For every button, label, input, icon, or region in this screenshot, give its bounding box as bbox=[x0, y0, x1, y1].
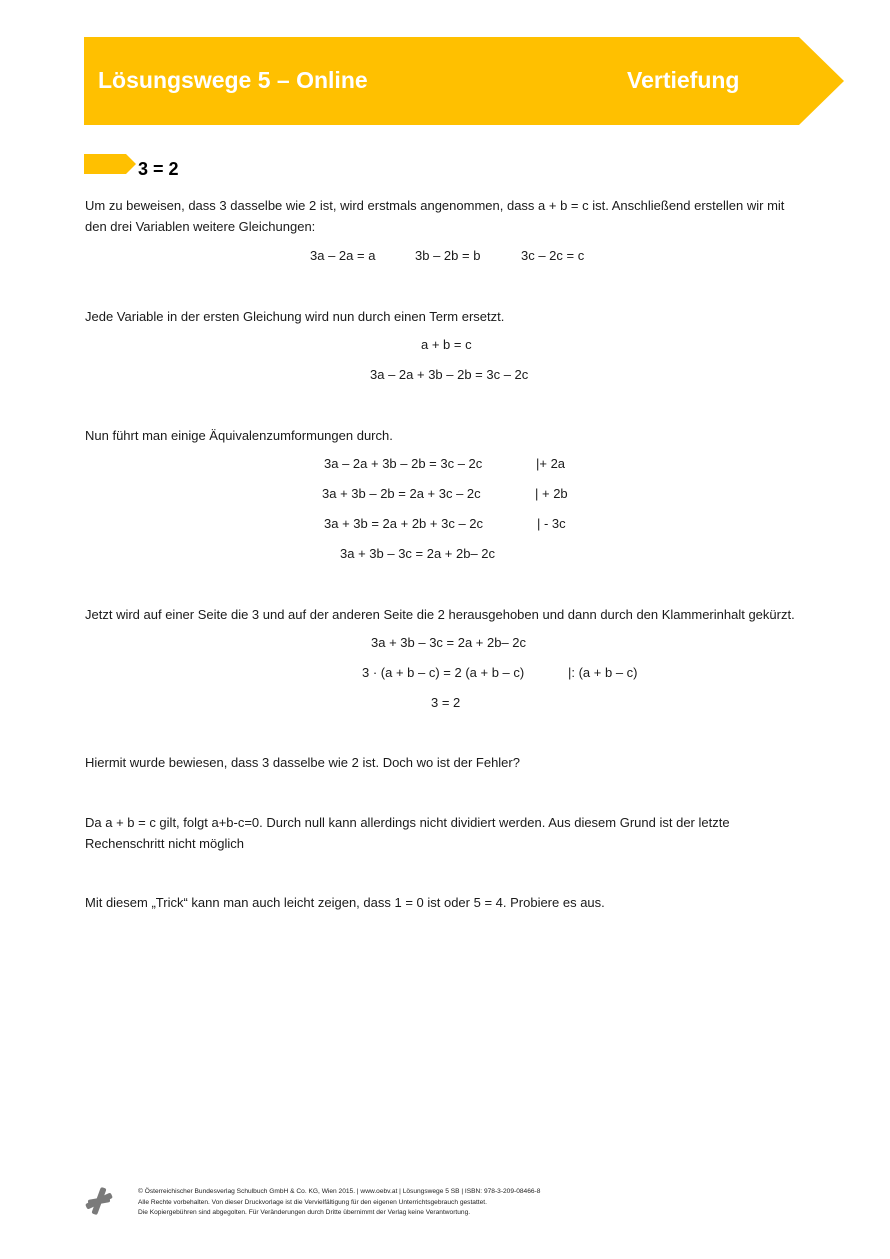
paragraph: Da a + b = c gilt, folgt a+b-c=0. Durch null kann allerdings nicht dividiert werden. Aus diesem Grund ist der letzte Rechenschritt nicht möglich bbox=[85, 815, 730, 851]
paragraph: Jede Variable in der ersten Gleichung wird nun durch einen Term ersetzt. bbox=[85, 309, 505, 324]
banner-section: Vertiefung bbox=[627, 67, 740, 93]
equation: 3a – 2a = a bbox=[310, 248, 376, 263]
equation: 3 = 2 bbox=[431, 695, 461, 710]
equation: 3a – 2a + 3b – 2b = 3c – 2c bbox=[370, 367, 529, 382]
equation: 3 · (a + b – c) = 2 (a + b – c) bbox=[362, 665, 525, 680]
footer-copyright bbox=[138, 1187, 540, 1219]
paragraph: Mit diesem „Trick“ kann man auch leicht zeigen, dass 1 = 0 ist oder 5 = 4. Probiere es aus. bbox=[85, 895, 605, 910]
section-heading: 3 = 2 bbox=[138, 159, 179, 179]
equation: 3a + 3b – 2b = 2a + 3c – 2c bbox=[322, 486, 481, 501]
intro-text: Um zu beweisen, dass 3 dasselbe wie 2 ist, wird erstmals angenommen, dass a + b = c ist. Anschließend erstellen wir mit den drei Variablen weitere Gleichungen: bbox=[85, 198, 785, 234]
heading-marker-icon bbox=[84, 154, 136, 174]
paragraph: Nun führt man einige Äquivalenzumformungen durch. bbox=[85, 428, 393, 443]
equation: 3a – 2a + 3b – 2b = 3c – 2c bbox=[324, 456, 483, 471]
footer-line: Alle Rechte vorbehalten. Von dieser Druckvorlage ist die Vervielfältigung für den eigenen Unterrichtsgebrauch gestattet. bbox=[138, 1198, 487, 1206]
equation-operation: | + 2b bbox=[535, 486, 568, 501]
equation: 3a + 3b – 3c = 2a + 2b– 2c bbox=[340, 546, 496, 561]
equation: a + b = c bbox=[421, 337, 472, 352]
equation: 3a + 3b = 2a + 2b + 3c – 2c bbox=[324, 516, 484, 531]
paragraph: Hiermit wurde bewiesen, dass 3 dasselbe wie 2 ist. Doch wo ist der Fehler? bbox=[85, 755, 520, 770]
footer-line: © Österreichischer Bundesverlag Schulbuch GmbH & Co. KG, Wien 2015. | www.oebv.at | Lösungswege 5 SB | ISBN: 978-3-209-08466-8 bbox=[138, 1188, 541, 1195]
equation-operation: | - 3c bbox=[537, 516, 566, 531]
header-banner bbox=[84, 37, 844, 125]
footer-line: Die Kopiergebühren sind abgegolten. Für Veränderungen durch Dritte übernimmt der Verlag keine Verantwortung. bbox=[138, 1209, 471, 1216]
banner-title: Lösungswege 5 – Online bbox=[98, 67, 368, 93]
publisher-logo-icon bbox=[84, 1186, 114, 1216]
equation: 3c – 2c = c bbox=[521, 248, 585, 263]
equation-operation: |: (a + b – c) bbox=[568, 665, 638, 680]
paragraph: Jetzt wird auf einer Seite die 3 und auf der anderen Seite die 2 herausgehoben und dann durch den Klammerinhalt gekürzt. bbox=[85, 607, 795, 622]
equation: 3a + 3b – 3c = 2a + 2b– 2c bbox=[371, 635, 527, 650]
equation: 3b – 2b = b bbox=[415, 248, 481, 263]
equation-operation: |+ 2a bbox=[536, 456, 566, 471]
